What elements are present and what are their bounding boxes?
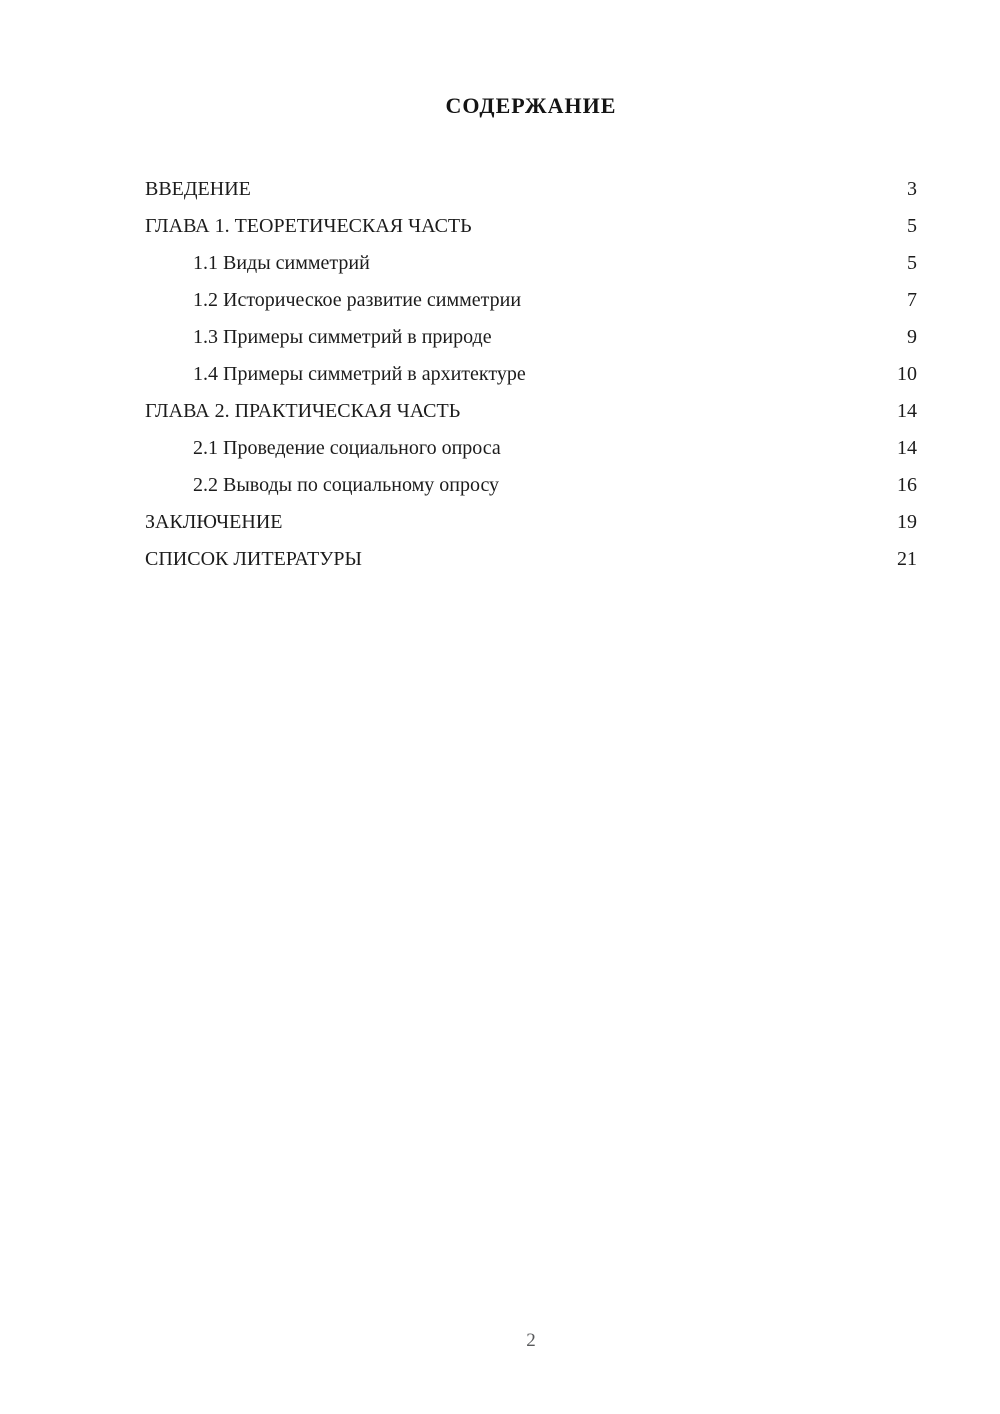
toc-entry-page: 5	[907, 215, 917, 237]
toc-entry-label: СПИСОК ЛИТЕРАТУРЫ	[145, 548, 362, 570]
toc-entry-label: ЗАКЛЮЧЕНИЕ	[145, 511, 283, 533]
toc-entry	[145, 393, 917, 430]
toc-entry-page: 5	[907, 252, 917, 274]
toc-entry	[145, 245, 917, 282]
toc-entry	[145, 319, 917, 356]
toc-entry-page: 19	[897, 511, 917, 533]
toc-entry-label: ГЛАВА 2. ПРАКТИЧЕСКАЯ ЧАСТЬ	[145, 400, 461, 422]
toc-entry	[145, 171, 917, 208]
toc-entry-label: ГЛАВА 1. ТЕОРЕТИЧЕСКАЯ ЧАСТЬ	[145, 215, 472, 237]
toc-entry-label: ВВЕДЕНИЕ	[145, 178, 251, 200]
page-content	[145, 0, 917, 578]
toc-entry	[145, 504, 917, 541]
toc-entry-page: 10	[897, 363, 917, 385]
toc-entry-label: 1.1 Виды симметрий	[193, 252, 370, 274]
toc-entry-page: 16	[897, 474, 917, 496]
toc-entry-label: 2.2 Выводы по социальному опросу	[193, 474, 500, 496]
toc-entry-page: 14	[897, 400, 917, 422]
toc-entry	[145, 282, 917, 319]
toc-entry-label: 1.4 Примеры симметрий в архитектуре	[193, 363, 526, 385]
toc-entry	[145, 541, 917, 578]
page-title: СОДЕРЖАНИЕ	[445, 93, 617, 118]
toc-entry-label: 1.3 Примеры симметрий в природе	[193, 326, 492, 348]
toc-entry-page: 21	[897, 548, 917, 570]
toc-entry-label: 1.2 Историческое развитие симметрии	[193, 289, 522, 311]
toc-entry-page: 9	[907, 326, 917, 348]
page-number: 2	[526, 1330, 536, 1351]
toc-entry-page: 14	[897, 437, 917, 459]
toc-entry-label: 2.1 Проведение социального опроса	[193, 437, 501, 459]
toc-entry	[145, 208, 917, 245]
toc-entry	[145, 356, 917, 393]
toc-entry	[145, 430, 917, 467]
table-of-contents	[145, 171, 917, 578]
toc-entry	[145, 467, 917, 504]
toc-entry-page: 3	[907, 178, 917, 200]
toc-entry-page: 7	[907, 289, 917, 311]
